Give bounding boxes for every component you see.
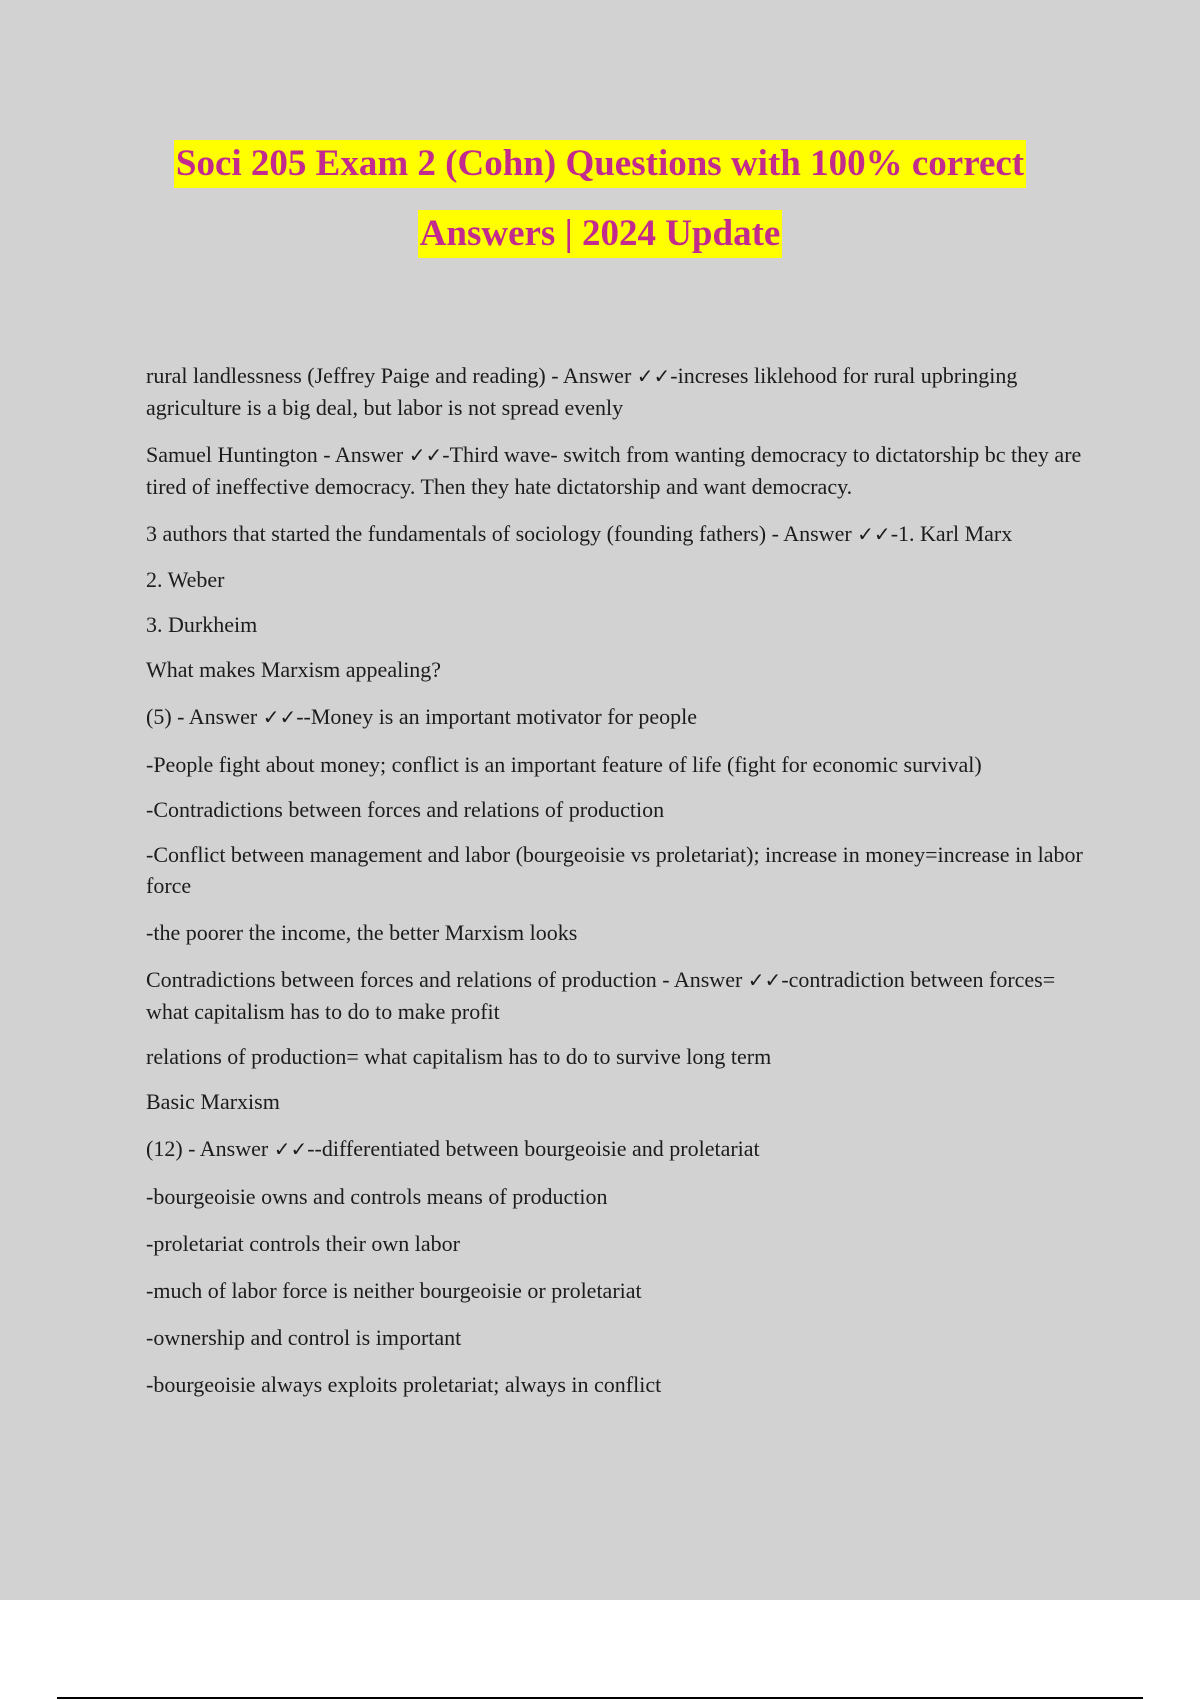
title-line-2: Answers | 2024 Update bbox=[418, 210, 783, 258]
answer-text: -Third wave- switch from wanting democracy to dictatorship bc they are tired of ineffective democracy. Then they hate dictatorship and want democracy. bbox=[146, 442, 1082, 499]
list-line: -proletariat controls their own labor bbox=[146, 1231, 461, 1256]
list-line: 3. Durkheim bbox=[146, 612, 258, 637]
double-check-icon: ✓✓ bbox=[273, 1137, 308, 1161]
qa-item-contradictions bbox=[146, 964, 1086, 1027]
answer-label: Answer bbox=[188, 704, 258, 729]
double-check-icon: ✓✓ bbox=[747, 968, 782, 992]
double-check-icon: ✓✓ bbox=[636, 364, 671, 388]
list-line: -People fight about money; conflict is an important feature of life (fight for economic survival) bbox=[146, 752, 982, 777]
qa-item-founding-fathers bbox=[146, 518, 1086, 550]
question-text: rural landlessness (Jeffrey Paige and reading) - bbox=[146, 363, 563, 388]
answer-label: Answer bbox=[199, 1136, 269, 1161]
answer-text: -1. Karl Marx bbox=[890, 521, 1013, 546]
list-line: -Contradictions between forces and relations of production bbox=[146, 797, 665, 822]
answer-text: --Money is an important motivator for people bbox=[296, 704, 698, 729]
qa-item-basic-marxism bbox=[146, 1133, 1086, 1165]
question-text: 3 authors that started the fundamentals of sociology (founding fathers) - bbox=[146, 521, 784, 546]
double-check-icon: ✓✓ bbox=[857, 522, 891, 546]
answer-label: Answer bbox=[562, 363, 632, 388]
question-text: Samuel Huntington - bbox=[146, 442, 335, 467]
double-check-icon: ✓✓ bbox=[262, 705, 297, 729]
list-line: -bourgeoisie owns and controls means of production bbox=[146, 1184, 608, 1209]
answer-label: Answer bbox=[673, 967, 743, 992]
question-text: (5) - bbox=[146, 704, 189, 729]
double-check-icon: ✓✓ bbox=[408, 443, 443, 467]
list-line: -bourgeoisie always exploits proletariat; always in conflict bbox=[146, 1372, 662, 1397]
qa-item-samuel-huntington bbox=[146, 439, 1086, 502]
list-line: -much of labor force is neither bourgeoisie or proletariat bbox=[146, 1278, 642, 1303]
answer-label: Answer bbox=[334, 442, 404, 467]
answer-label: Answer bbox=[783, 521, 852, 546]
qa-content bbox=[146, 360, 1086, 1400]
list-line: -ownership and control is important bbox=[146, 1325, 462, 1350]
title-line-1: Soci 205 Exam 2 (Cohn) Questions with 100% correct bbox=[174, 140, 1026, 188]
list-line: relations of production= what capitalism has to do to survive long term bbox=[146, 1044, 772, 1069]
answer-text: -increses liklehood for rural upbringing agriculture is a big deal, but labor is not spread evenly bbox=[146, 363, 1018, 420]
question-text: (12) - bbox=[146, 1136, 200, 1161]
question-heading: What makes Marxism appealing? bbox=[146, 657, 442, 682]
qa-item-marxism-appealing bbox=[146, 701, 1086, 733]
list-line: -the poorer the income, the better Marxism looks bbox=[146, 920, 578, 945]
list-line: -Conflict between management and labor (bourgeoisie vs proletariat); increase in money=increase in labor force bbox=[146, 842, 1083, 898]
question-heading: Basic Marxism bbox=[146, 1089, 280, 1114]
answer-text: -contradiction between forces= what capitalism has to do to make profit bbox=[146, 967, 1056, 1024]
question-text: Contradictions between forces and relations of production - bbox=[146, 967, 674, 992]
document-title bbox=[0, 140, 1200, 258]
answer-text: --differentiated between bourgeoisie and proletariat bbox=[307, 1136, 760, 1161]
list-line: 2. Weber bbox=[146, 567, 225, 592]
qa-item-rural-landlessness bbox=[146, 360, 1086, 423]
footer-divider bbox=[57, 1697, 1143, 1699]
